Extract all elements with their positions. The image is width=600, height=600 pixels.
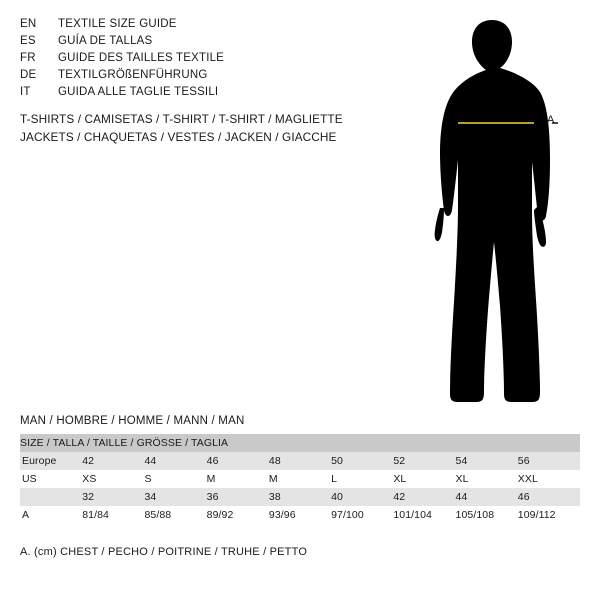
language-code: DE bbox=[20, 69, 37, 81]
cell: 93/96 bbox=[269, 506, 331, 524]
cell: 54 bbox=[456, 452, 518, 470]
cell: 109/112 bbox=[518, 506, 580, 524]
body-figure bbox=[400, 10, 600, 410]
table-header-label: SIZE / TALLA / TAILLE / GRÖSSE / TAGLIA bbox=[20, 434, 580, 452]
cell: 38 bbox=[269, 488, 331, 506]
cell: 81/84 bbox=[82, 506, 144, 524]
table-title: MAN / HOMBRE / HOMME / MANN / MAN bbox=[20, 415, 245, 427]
cell: 44 bbox=[456, 488, 518, 506]
language-row bbox=[20, 84, 400, 101]
table-row bbox=[20, 506, 580, 524]
cell: 48 bbox=[269, 452, 331, 470]
cell: 46 bbox=[518, 488, 580, 506]
cell: 97/100 bbox=[331, 506, 393, 524]
table-row bbox=[20, 470, 580, 488]
cell: XL bbox=[393, 470, 455, 488]
category-jackets: JACKETS / CHAQUETAS / VESTES / JACKEN / GIACCHE bbox=[20, 130, 337, 144]
row-label: Europe bbox=[20, 452, 82, 470]
language-list bbox=[20, 16, 400, 101]
language-text: GUIDA ALLE TAGLIE TESSILI bbox=[58, 86, 219, 98]
cell: XL bbox=[456, 470, 518, 488]
cell: 32 bbox=[82, 488, 144, 506]
language-row bbox=[20, 16, 400, 33]
table-row bbox=[20, 488, 580, 506]
language-text: GUÍA DE TALLAS bbox=[58, 35, 153, 47]
cell: 56 bbox=[518, 452, 580, 470]
callout-label-a: A bbox=[547, 114, 555, 126]
language-row bbox=[20, 67, 400, 84]
cell: L bbox=[331, 470, 393, 488]
cell: 101/104 bbox=[393, 506, 455, 524]
cell: 36 bbox=[207, 488, 269, 506]
row-label: A bbox=[20, 506, 82, 524]
language-code: IT bbox=[20, 86, 31, 98]
cell: M bbox=[269, 470, 331, 488]
cell: M bbox=[207, 470, 269, 488]
cell: 42 bbox=[82, 452, 144, 470]
cell: 44 bbox=[144, 452, 206, 470]
language-text: GUIDE DES TAILLES TEXTILE bbox=[58, 52, 225, 64]
cell: XXL bbox=[518, 470, 580, 488]
category-tshirts: T-SHIRTS / CAMISETAS / T-SHIRT / T-SHIRT / MAGLIETTE bbox=[20, 112, 343, 126]
language-text: TEXTILGRÖßENFÜHRUNG bbox=[58, 69, 208, 81]
size-table-zone bbox=[20, 415, 580, 524]
language-row bbox=[20, 33, 400, 50]
cell: 105/108 bbox=[456, 506, 518, 524]
cell: 34 bbox=[144, 488, 206, 506]
row-label: US bbox=[20, 470, 82, 488]
cell: XS bbox=[82, 470, 144, 488]
footnote: A. (cm) CHEST / PECHO / POITRINE / TRUHE / PETTO bbox=[20, 546, 308, 558]
cell: 50 bbox=[331, 452, 393, 470]
cell: 46 bbox=[207, 452, 269, 470]
language-code: EN bbox=[20, 18, 37, 30]
cell: 42 bbox=[393, 488, 455, 506]
table-header-row bbox=[20, 434, 580, 452]
language-text: TEXTILE SIZE GUIDE bbox=[58, 18, 177, 30]
table-row bbox=[20, 452, 580, 470]
size-table bbox=[20, 434, 580, 524]
row-label bbox=[20, 488, 82, 506]
language-row bbox=[20, 50, 400, 67]
category-list bbox=[20, 110, 420, 146]
cell: 40 bbox=[331, 488, 393, 506]
cell: 85/88 bbox=[144, 506, 206, 524]
cell: 89/92 bbox=[207, 506, 269, 524]
language-code: FR bbox=[20, 52, 36, 64]
cell: S bbox=[144, 470, 206, 488]
cell: 52 bbox=[393, 452, 455, 470]
language-code: ES bbox=[20, 35, 36, 47]
male-silhouette-icon bbox=[400, 10, 600, 410]
